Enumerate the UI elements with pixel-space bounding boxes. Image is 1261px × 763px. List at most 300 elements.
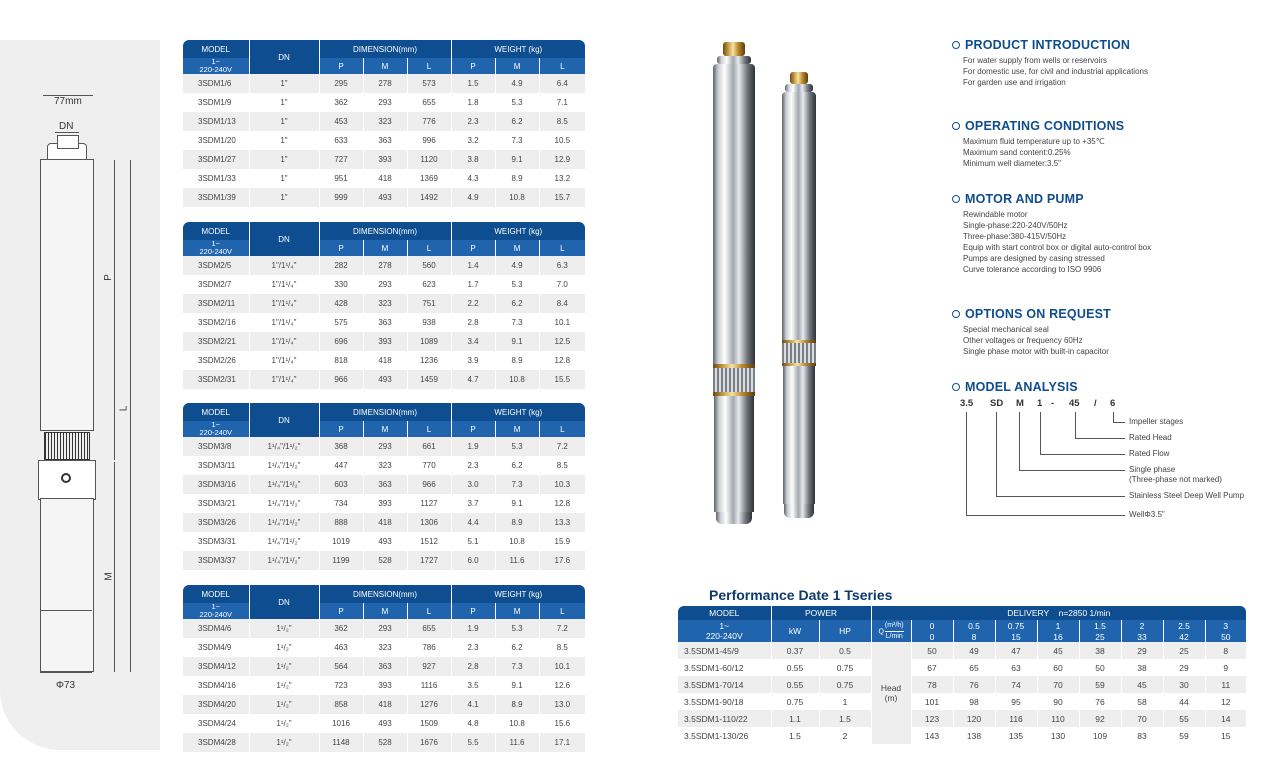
table-cell: 7.3 <box>495 657 539 676</box>
table-cell: 9.1 <box>495 676 539 695</box>
label-single-phase: Single phase <box>1129 465 1176 474</box>
header-sub: P <box>319 240 363 256</box>
table-cell: 4.9 <box>451 188 495 207</box>
spec-table <box>183 585 585 752</box>
flow-m3h: 3 <box>1205 620 1246 631</box>
table-cell: 1"/1¹/₄" <box>249 256 319 275</box>
table-cell: 1¹/₂" <box>249 714 319 733</box>
header-voltage: 1~ 220-240V <box>183 58 249 74</box>
header-sub: P <box>451 240 495 256</box>
perf-cell: 47 <box>995 642 1037 659</box>
m-dimension-label: M <box>103 572 115 581</box>
table-cell: 3.0 <box>451 475 495 494</box>
table-cell: 5.1 <box>451 532 495 551</box>
perf-cell: 9 <box>1205 659 1246 676</box>
header-sub: P <box>319 603 363 619</box>
table-cell: 966 <box>319 370 363 389</box>
code-m: M <box>1016 398 1024 409</box>
table-cell: 10.1 <box>539 657 585 676</box>
table-cell: 10.1 <box>539 313 585 332</box>
table-cell: 3SDM3/11 <box>183 456 249 475</box>
table-row <box>183 733 585 752</box>
table-cell: 1¹/₄"/1¹/₂" <box>249 551 319 570</box>
perf-cell: 143 <box>911 727 953 744</box>
table-cell: 1120 <box>407 150 451 169</box>
table-cell: 4.3 <box>451 169 495 188</box>
table-cell: 3SDM2/16 <box>183 313 249 332</box>
perf-header-power: POWER <box>771 606 871 620</box>
connector-line <box>1040 454 1125 455</box>
diameter-line <box>40 672 92 673</box>
table-cell: 927 <box>407 657 451 676</box>
table-cell: 278 <box>363 256 407 275</box>
table-cell: 493 <box>363 532 407 551</box>
perf-cell: 120 <box>953 710 995 727</box>
perf-cell: 138 <box>953 727 995 744</box>
table-cell: 5.5 <box>451 733 495 752</box>
label-rated-head: Rated Head <box>1129 433 1172 442</box>
header-weight: WEIGHT (kg) <box>451 585 585 603</box>
perf-header-hp: HP <box>819 620 871 642</box>
options-line: Single phase motor with built-in capacitor <box>963 347 1109 356</box>
perf-cell: 74 <box>995 676 1037 693</box>
table-cell: 3.9 <box>451 351 495 370</box>
table-cell: 453 <box>319 112 363 131</box>
connector-line <box>966 412 967 515</box>
perf-cell: 29 <box>1163 659 1205 676</box>
label-three-phase-note: (Three-phase not marked) <box>1129 475 1222 484</box>
operating-line: Maximum fluid temperature up to +35℃ <box>963 137 1105 146</box>
perf-row <box>678 693 1246 710</box>
table-cell: 3SDM2/31 <box>183 370 249 389</box>
header-sub: M <box>495 421 539 437</box>
connector-line <box>966 515 1125 516</box>
table-row <box>183 256 585 275</box>
table-cell: 3SDM3/26 <box>183 513 249 532</box>
options-line: Special mechanical seal <box>963 325 1049 334</box>
table-cell: 661 <box>407 437 451 456</box>
code-3-5: 3.5 <box>960 398 974 409</box>
m-dimension-line <box>114 462 115 672</box>
label-well-diameter: WellΦ3.5" <box>1129 510 1165 519</box>
table-cell: 3SDM2/5 <box>183 256 249 275</box>
unit-lmin: L/min <box>885 632 903 640</box>
perf-cell: 0.37 <box>771 642 819 659</box>
table-cell: 1116 <box>407 676 451 695</box>
table-cell: 2.3 <box>451 456 495 475</box>
table-cell: 7.3 <box>495 475 539 494</box>
table-cell: 1.9 <box>451 619 495 638</box>
p-dimension-line <box>114 160 115 460</box>
table-row <box>183 150 585 169</box>
table-cell: 3SDM1/9 <box>183 93 249 112</box>
header-dimension: DIMENSION(mm) <box>319 40 451 58</box>
table-cell: 655 <box>407 93 451 112</box>
perf-cell: 0.55 <box>771 676 819 693</box>
perf-cell: 110 <box>1037 710 1079 727</box>
table-cell: 363 <box>363 313 407 332</box>
table-cell: 1" <box>249 93 319 112</box>
table-cell: 295 <box>319 74 363 93</box>
table-cell: 1019 <box>319 532 363 551</box>
perf-cell: 8 <box>1205 642 1246 659</box>
table-cell: 951 <box>319 169 363 188</box>
perf-cell: 3.5SDM1-90/18 <box>678 693 771 710</box>
table-cell: 293 <box>363 619 407 638</box>
table-row <box>183 695 585 714</box>
table-cell: 17.1 <box>539 733 585 752</box>
flow-lmin: 25 <box>1079 631 1121 642</box>
table-cell: 1¹/₄"/1¹/₂" <box>249 494 319 513</box>
table-cell: 3SDM2/21 <box>183 332 249 351</box>
delivery-label: DELIVERY <box>1007 608 1050 618</box>
perf-row <box>678 676 1246 693</box>
table-cell: 4.1 <box>451 695 495 714</box>
connector-line <box>1075 412 1076 438</box>
table-cell: 12.5 <box>539 332 585 351</box>
header-sub: P <box>451 603 495 619</box>
table-row <box>183 370 585 389</box>
header-voltage: 1~ 220-240V <box>183 603 249 619</box>
intro-title: PRODUCT INTRODUCTION <box>965 38 1131 52</box>
table-cell: 3SDM4/20 <box>183 695 249 714</box>
table-cell: 5.3 <box>495 275 539 294</box>
table-row <box>183 638 585 657</box>
perf-cell: 55 <box>1163 710 1205 727</box>
flow-lmin: 50 <box>1205 631 1246 642</box>
header-sub: L <box>407 240 451 256</box>
header-dn: DN <box>249 222 319 256</box>
table-row <box>183 494 585 513</box>
bullet-icon <box>952 122 960 130</box>
header-sub: P <box>319 421 363 437</box>
pump-body <box>40 159 94 431</box>
table-cell: 368 <box>319 437 363 456</box>
flow-m3h: 2 <box>1121 620 1163 631</box>
perf-cell: 38 <box>1079 642 1121 659</box>
header-sub: L <box>539 603 585 619</box>
section-intro <box>952 38 1252 88</box>
table-cell: 696 <box>319 332 363 351</box>
section-model-analysis <box>952 380 1078 394</box>
table-cell: 323 <box>363 456 407 475</box>
intro-line: For domestic use, for civil and industrial applications <box>963 67 1148 76</box>
table-cell: 3SDM2/7 <box>183 275 249 294</box>
table-cell: 10.3 <box>539 475 585 494</box>
unit-m3h: (m³/h) <box>885 621 904 632</box>
perf-cell: 90 <box>1037 693 1079 710</box>
table-cell: 1¹/₂" <box>249 657 319 676</box>
section-motor <box>952 192 1252 275</box>
table-cell: 8.5 <box>539 112 585 131</box>
table-cell: 3.8 <box>451 150 495 169</box>
table-cell: 7.1 <box>539 93 585 112</box>
perf-cell: 0.75 <box>771 693 819 710</box>
bullet-icon <box>952 41 960 49</box>
flow-m3h: 0.5 <box>953 620 995 631</box>
perf-cell: 59 <box>1079 676 1121 693</box>
operating-title: OPERATING CONDITIONS <box>965 119 1125 133</box>
table-cell: 1306 <box>407 513 451 532</box>
table-cell: 293 <box>363 275 407 294</box>
table-cell: 8.9 <box>495 169 539 188</box>
flow-lmin: 0 <box>911 631 953 642</box>
perf-header-delivery <box>871 606 1246 620</box>
table-cell: 938 <box>407 313 451 332</box>
table-cell: 11.6 <box>495 733 539 752</box>
perf-cell: 70 <box>1037 676 1079 693</box>
header-sub: M <box>495 58 539 74</box>
header-sub: L <box>539 421 585 437</box>
perf-header-kw: kW <box>771 620 819 642</box>
table-cell: 623 <box>407 275 451 294</box>
header-model: MODEL <box>183 403 249 421</box>
table-cell: 1.4 <box>451 256 495 275</box>
perf-cell: 0.5 <box>819 642 871 659</box>
perf-cell: 1 <box>819 693 871 710</box>
perf-cell: 50 <box>911 642 953 659</box>
table-cell: 1199 <box>319 551 363 570</box>
table-cell: 8.9 <box>495 351 539 370</box>
table-cell: 3SDM3/31 <box>183 532 249 551</box>
label-stainless: Stainless Steel Deep Well Pump <box>1129 491 1245 500</box>
table-cell: 428 <box>319 294 363 313</box>
table-cell: 13.2 <box>539 169 585 188</box>
bullet-icon <box>952 195 960 203</box>
table-cell: 564 <box>319 657 363 676</box>
motor-line: Three-phase:380-415V/50Hz <box>963 232 1067 241</box>
table-cell: 10.8 <box>495 188 539 207</box>
table-cell: 12.9 <box>539 150 585 169</box>
perf-cell: 38 <box>1121 659 1163 676</box>
perf-cell: 70 <box>1121 710 1163 727</box>
table-cell: 3SDM3/21 <box>183 494 249 513</box>
perf-row <box>678 710 1246 727</box>
header-sub: L <box>407 421 451 437</box>
header-voltage: 1~ 220-240V <box>183 240 249 256</box>
table-cell: 3SDM3/16 <box>183 475 249 494</box>
table-cell: 13.0 <box>539 695 585 714</box>
table-cell: 15.7 <box>539 188 585 207</box>
perf-cell: 3.5SDM1-60/12 <box>678 659 771 676</box>
header-dn: DN <box>249 585 319 619</box>
label-rated-flow: Rated Flow <box>1129 449 1170 458</box>
table-cell: 1" <box>249 112 319 131</box>
header-sub: P <box>451 58 495 74</box>
header-model: MODEL <box>183 40 249 58</box>
header-model: MODEL <box>183 585 249 603</box>
table-row <box>183 551 585 570</box>
perf-cell: 44 <box>1163 693 1205 710</box>
table-cell: 3SDM4/16 <box>183 676 249 695</box>
table-cell: 2.8 <box>451 313 495 332</box>
perf-cell: 78 <box>911 676 953 693</box>
table-cell: 999 <box>319 188 363 207</box>
table-cell: 6.2 <box>495 294 539 313</box>
table-cell: 3.2 <box>451 131 495 150</box>
table-cell: 1"/1¹/₄" <box>249 313 319 332</box>
table-cell: 7.2 <box>539 437 585 456</box>
dn-line <box>55 132 79 133</box>
motor-line: Pumps are designed by casing stressed <box>963 254 1105 263</box>
table-cell: 3SDM1/6 <box>183 74 249 93</box>
header-dn: DN <box>249 403 319 437</box>
perf-cell: 45 <box>1121 676 1163 693</box>
motor-line: Single-phase:220-240V/50Hz <box>963 221 1068 230</box>
table-cell: 323 <box>363 294 407 313</box>
table-cell: 633 <box>319 131 363 150</box>
header-sub: M <box>495 603 539 619</box>
table-cell: 1127 <box>407 494 451 513</box>
table-cell: 1"/1¹/₄" <box>249 275 319 294</box>
perf-cell: 92 <box>1079 710 1121 727</box>
flow-lmin: 8 <box>953 631 995 642</box>
table-cell: 293 <box>363 93 407 112</box>
table-cell: 278 <box>363 74 407 93</box>
table-cell: 4.9 <box>495 74 539 93</box>
table-row <box>183 676 585 695</box>
table-cell: 7.0 <box>539 275 585 294</box>
table-row <box>183 294 585 313</box>
code-6: 6 <box>1110 398 1116 409</box>
table-cell: 1" <box>249 150 319 169</box>
table-row <box>183 93 585 112</box>
perf-cell: 3.5SDM1-130/26 <box>678 727 771 744</box>
spec-table <box>183 222 585 389</box>
header-dimension: DIMENSION(mm) <box>319 403 451 421</box>
motor-title: MOTOR AND PUMP <box>965 192 1084 206</box>
perf-cell: 65 <box>953 659 995 676</box>
perf-cell: 3.5SDM1-45/9 <box>678 642 771 659</box>
table-cell: 1"/1¹/₄" <box>249 294 319 313</box>
table-cell: 330 <box>319 275 363 294</box>
table-row <box>183 456 585 475</box>
table-cell: 1.5 <box>451 74 495 93</box>
table-cell: 1¹/₄"/1¹/₂" <box>249 437 319 456</box>
model-analysis-title: MODEL ANALYSIS <box>965 380 1078 394</box>
table-cell: 5.3 <box>495 93 539 112</box>
perf-cell: 25 <box>1163 642 1205 659</box>
motor-line: Rewindable motor <box>963 210 1028 219</box>
flow-m3h: 0.75 <box>995 620 1037 631</box>
perf-header-q <box>871 620 911 642</box>
perf-cell: 1.5 <box>819 710 871 727</box>
table-cell: 10.8 <box>495 714 539 733</box>
table-cell: 393 <box>363 494 407 513</box>
code-1: 1 <box>1037 398 1043 409</box>
table-cell: 5.3 <box>495 437 539 456</box>
options-title: OPTIONS ON REQUEST <box>965 307 1111 321</box>
flow-m3h: 2.5 <box>1163 620 1205 631</box>
header-weight: WEIGHT (kg) <box>451 40 585 58</box>
perf-cell: 0.55 <box>771 659 819 676</box>
connector-line <box>1113 412 1114 422</box>
perf-cell: 30 <box>1163 676 1205 693</box>
flow-lmin: 33 <box>1121 631 1163 642</box>
table-cell: 1¹/₂" <box>249 619 319 638</box>
table-cell: 1¹/₂" <box>249 695 319 714</box>
table-row <box>183 131 585 150</box>
table-cell: 734 <box>319 494 363 513</box>
table-cell: 493 <box>363 188 407 207</box>
table-cell: 528 <box>363 551 407 570</box>
table-cell: 4.9 <box>495 256 539 275</box>
table-cell: 5.3 <box>495 619 539 638</box>
header-sub: M <box>363 58 407 74</box>
table-cell: 3SDM2/26 <box>183 351 249 370</box>
perf-cell: 135 <box>995 727 1037 744</box>
perf-cell: 14 <box>1205 710 1246 727</box>
perf-cell: 50 <box>1079 659 1121 676</box>
table-cell: 282 <box>319 256 363 275</box>
table-cell: 10.5 <box>539 131 585 150</box>
table-row <box>183 714 585 733</box>
perf-row <box>678 659 1246 676</box>
table-cell: 1¹/₂" <box>249 638 319 657</box>
table-cell: 1276 <box>407 695 451 714</box>
table-row <box>183 437 585 456</box>
connector-line <box>1019 470 1125 471</box>
table-cell: 3SDM1/27 <box>183 150 249 169</box>
table-cell: 3SDM1/39 <box>183 188 249 207</box>
p-dimension-label: P <box>102 274 114 281</box>
dn-label: DN <box>59 121 74 132</box>
table-row <box>183 188 585 207</box>
table-cell: 776 <box>407 112 451 131</box>
table-cell: 6.3 <box>539 256 585 275</box>
perf-cell: 98 <box>953 693 995 710</box>
table-cell: 1727 <box>407 551 451 570</box>
table-cell: 3SDM3/37 <box>183 551 249 570</box>
flow-m3h: 1.5 <box>1079 620 1121 631</box>
table-cell: 1089 <box>407 332 451 351</box>
perf-row <box>678 727 1246 744</box>
connector-line <box>1040 412 1041 454</box>
code-sd: SD <box>990 398 1004 409</box>
perf-cell: 58 <box>1121 693 1163 710</box>
table-cell: 1459 <box>407 370 451 389</box>
table-cell: 575 <box>319 313 363 332</box>
table-cell: 9.1 <box>495 150 539 169</box>
intro-line: For garden use and irrigation <box>963 78 1066 87</box>
header-sub: P <box>451 421 495 437</box>
header-sub: L <box>407 603 451 619</box>
table-cell: 6.2 <box>495 112 539 131</box>
perf-cell: 67 <box>911 659 953 676</box>
connector-line <box>996 412 997 496</box>
table-cell: 463 <box>319 638 363 657</box>
performance-table <box>678 606 1246 744</box>
table-cell: 1369 <box>407 169 451 188</box>
header-weight: WEIGHT (kg) <box>451 222 585 240</box>
table-cell: 1¹/₄"/1¹/₂" <box>249 475 319 494</box>
header-sub: M <box>495 240 539 256</box>
section-options <box>952 307 1252 357</box>
table-row <box>183 313 585 332</box>
table-cell: 418 <box>363 351 407 370</box>
header-voltage: 1~ 220-240V <box>183 421 249 437</box>
table-cell: 1148 <box>319 733 363 752</box>
table-cell: 418 <box>363 169 407 188</box>
table-cell: 393 <box>363 150 407 169</box>
table-cell: 3SDM2/11 <box>183 294 249 313</box>
table-cell: 13.3 <box>539 513 585 532</box>
table-cell: 418 <box>363 513 407 532</box>
table-cell: 3SDM1/33 <box>183 169 249 188</box>
motor-body <box>40 498 94 672</box>
table-cell: 4.7 <box>451 370 495 389</box>
table-cell: 3SDM1/20 <box>183 131 249 150</box>
